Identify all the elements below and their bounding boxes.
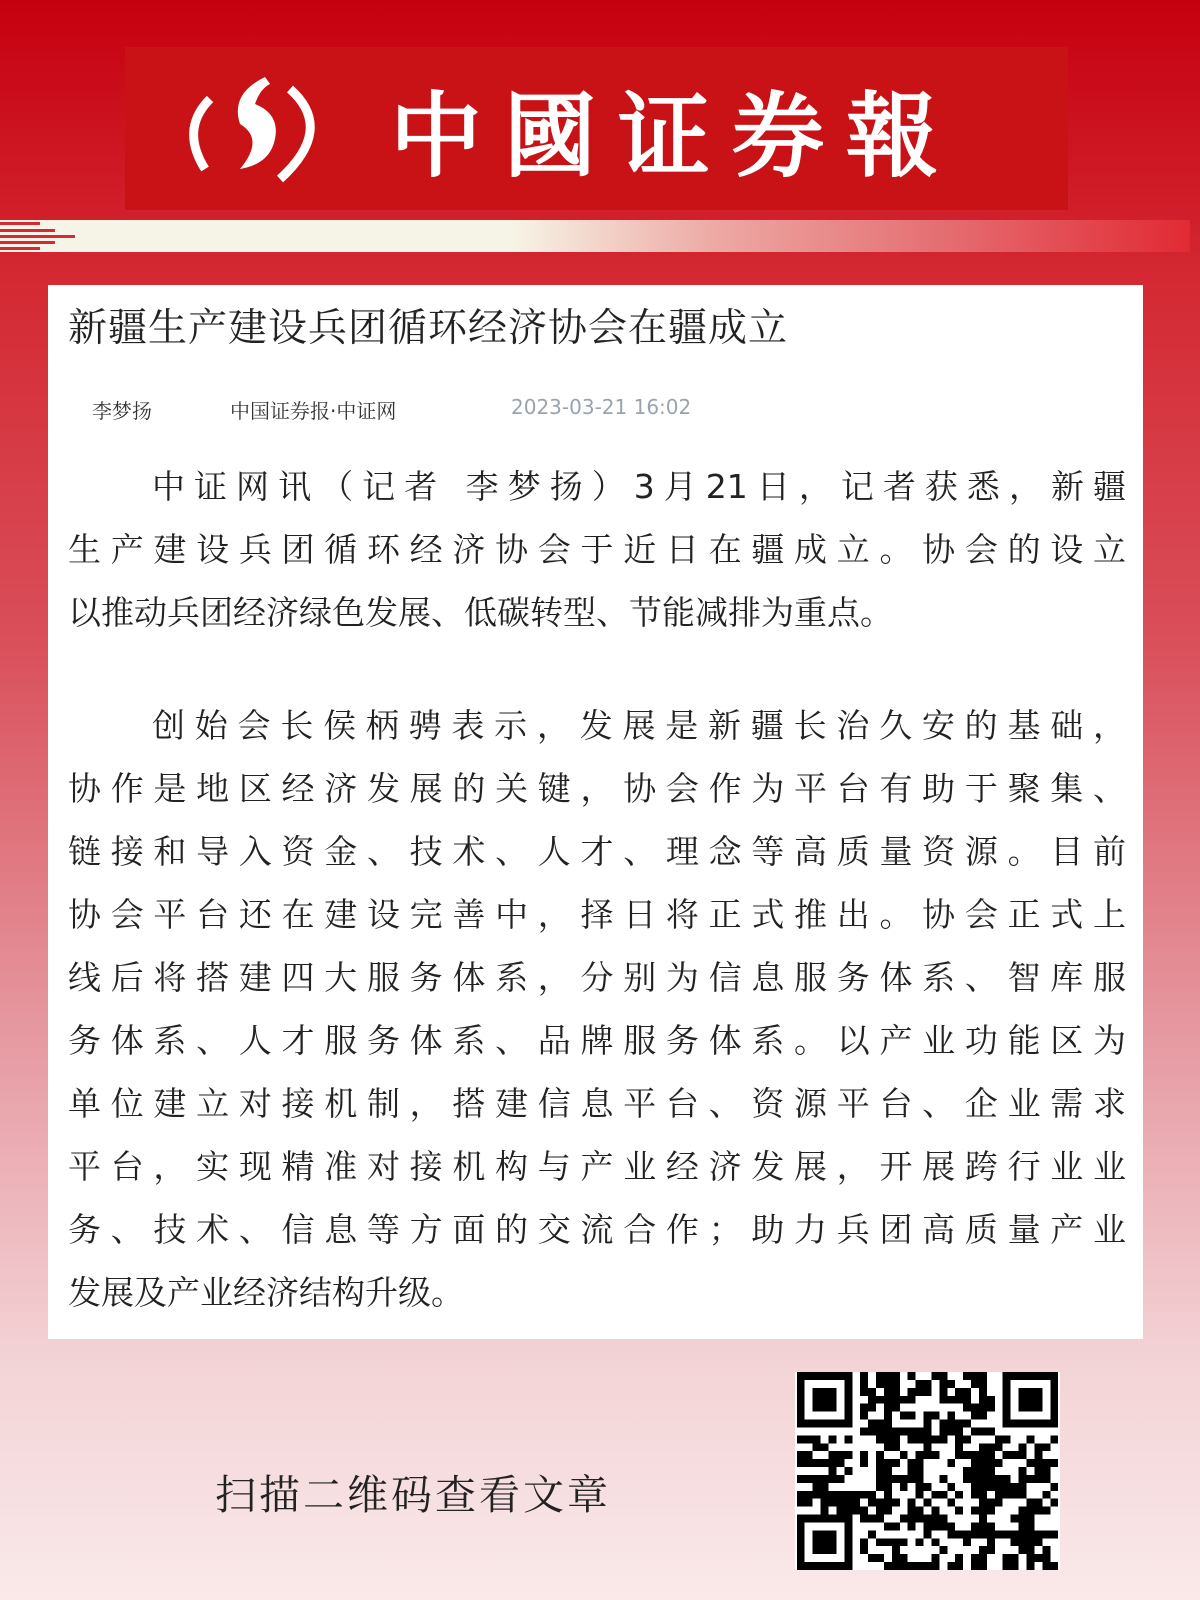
article-source: 中国证券报·中证网 xyxy=(230,399,397,423)
paragraph-gap xyxy=(68,644,1126,694)
article-title: 新疆生产建设兵团循环经济协会在疆成立 xyxy=(68,306,789,351)
body-line: 链接和导入资金、技术、人才、理念等高质量资源。目前 xyxy=(68,832,1126,871)
scan-label: 扫描二维码查看文章 xyxy=(215,1471,611,1519)
body-line: 中证网讯（记者 李梦扬）3月21日，记者获悉，新疆 xyxy=(152,467,1126,506)
article-author: 李梦扬 xyxy=(92,399,152,423)
logo-text: 中國证券報 xyxy=(390,81,961,190)
body-line: 发展及产业经济结构升级。 xyxy=(68,1273,464,1312)
qr-code[interactable] xyxy=(795,1372,1060,1570)
body-line: 单位建立对接机制，搭建信息平台、资源平台、企业需求 xyxy=(68,1084,1126,1123)
logo-emblem-icon xyxy=(170,69,340,189)
body-line: 平台，实现精准对接机构与产业经济发展，开展跨行业业 xyxy=(68,1147,1126,1186)
body-line: 以推动兵团经济绿色发展、低碳转型、节能减排为重点。 xyxy=(68,593,893,632)
article-datetime: 2023-03-21 16:02 xyxy=(511,395,692,419)
decorative-band xyxy=(0,220,1190,252)
body-line: 务体系、人才服务体系、品牌服务体系。以产业功能区为 xyxy=(68,1021,1126,1060)
qr-code-icon xyxy=(795,1372,1060,1570)
article-body xyxy=(68,455,1126,1324)
body-line: 创始会长侯柄骋表示，发展是新疆长治久安的基础， xyxy=(152,706,1126,745)
article-card xyxy=(48,285,1143,1339)
newspaper-logo xyxy=(125,47,1068,210)
speed-lines-icon xyxy=(0,220,80,252)
body-line: 线后将搭建四大服务体系，分别为信息服务体系、智库服 xyxy=(68,958,1126,997)
body-line: 协作是地区经济发展的关键，协会作为平台有助于聚集、 xyxy=(68,769,1126,808)
body-line: 务、技术、信息等方面的交流合作；助力兵团高质量产业 xyxy=(68,1210,1126,1249)
body-line: 协会平台还在建设完善中，择日将正式推出。协会正式上 xyxy=(68,895,1126,934)
body-line: 生产建设兵团循环经济协会于近日在疆成立。协会的设立 xyxy=(68,530,1126,569)
